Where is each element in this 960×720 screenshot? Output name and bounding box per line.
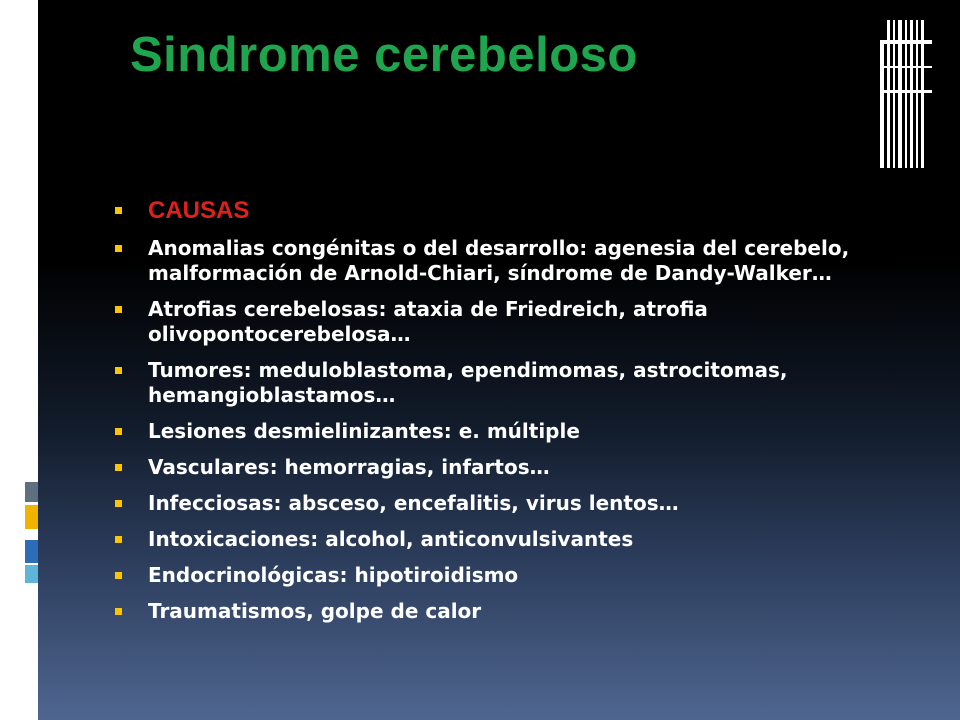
- square-bullet-icon: [115, 572, 122, 579]
- list-item: [113, 236, 903, 286]
- accent-bar-yellow: [25, 505, 38, 529]
- list-item: [113, 563, 903, 588]
- list-item: [113, 599, 903, 624]
- square-bullet-icon: [115, 367, 122, 374]
- list-item: [113, 297, 903, 347]
- left-white-bar: [0, 0, 38, 720]
- square-bullet-icon: [115, 500, 122, 507]
- heading-text: CAUSAS: [148, 197, 250, 224]
- list-item-text: Lesiones desmielinizantes: e. múltiple: [148, 419, 580, 443]
- square-bullet-icon: [115, 428, 122, 435]
- square-bullet-icon: [115, 245, 122, 252]
- square-bullet-icon: [115, 207, 122, 214]
- list-item: [113, 419, 903, 444]
- square-bullet-icon: [115, 608, 122, 615]
- list-item-text: Tumores: meduloblastoma, ependimomas, astrocitomas, hemangioblastamos…: [148, 358, 788, 407]
- causes-list: [113, 196, 903, 635]
- list-heading: [113, 196, 903, 226]
- square-bullet-icon: [115, 536, 122, 543]
- decorative-lines-graphic: [880, 20, 950, 170]
- list-item: [113, 358, 903, 408]
- accent-bar-cyan: [25, 565, 38, 583]
- accent-bar-blue: [25, 540, 38, 563]
- list-item-text: Traumatismos, golpe de calor: [148, 599, 482, 623]
- list-item-text: Infecciosas: absceso, encefalitis, virus lentos…: [148, 491, 679, 515]
- list-item: [113, 527, 903, 552]
- accent-bar-gray: [25, 482, 38, 502]
- slide-title: Sindrome cerebeloso: [130, 28, 638, 82]
- list-item: [113, 455, 903, 480]
- list-item-text: Anomalias congénitas o del desarrollo: agenesia del cerebelo, malformación de Arnold-Chiari, síndrome de Dandy-Walker…: [148, 236, 850, 285]
- list-item-text: Endocrinológicas: hipotiroidismo: [148, 563, 519, 587]
- square-bullet-icon: [115, 306, 122, 313]
- square-bullet-icon: [115, 464, 122, 471]
- list-item-text: Vasculares: hemorragias, infartos…: [148, 455, 550, 479]
- list-item-text: Intoxicaciones: alcohol, anticonvulsivantes: [148, 527, 634, 551]
- list-item-text: Atrofias cerebelosas: ataxia de Friedreich, atrofia olivopontocerebelosa…: [148, 297, 708, 346]
- list-item: [113, 491, 903, 516]
